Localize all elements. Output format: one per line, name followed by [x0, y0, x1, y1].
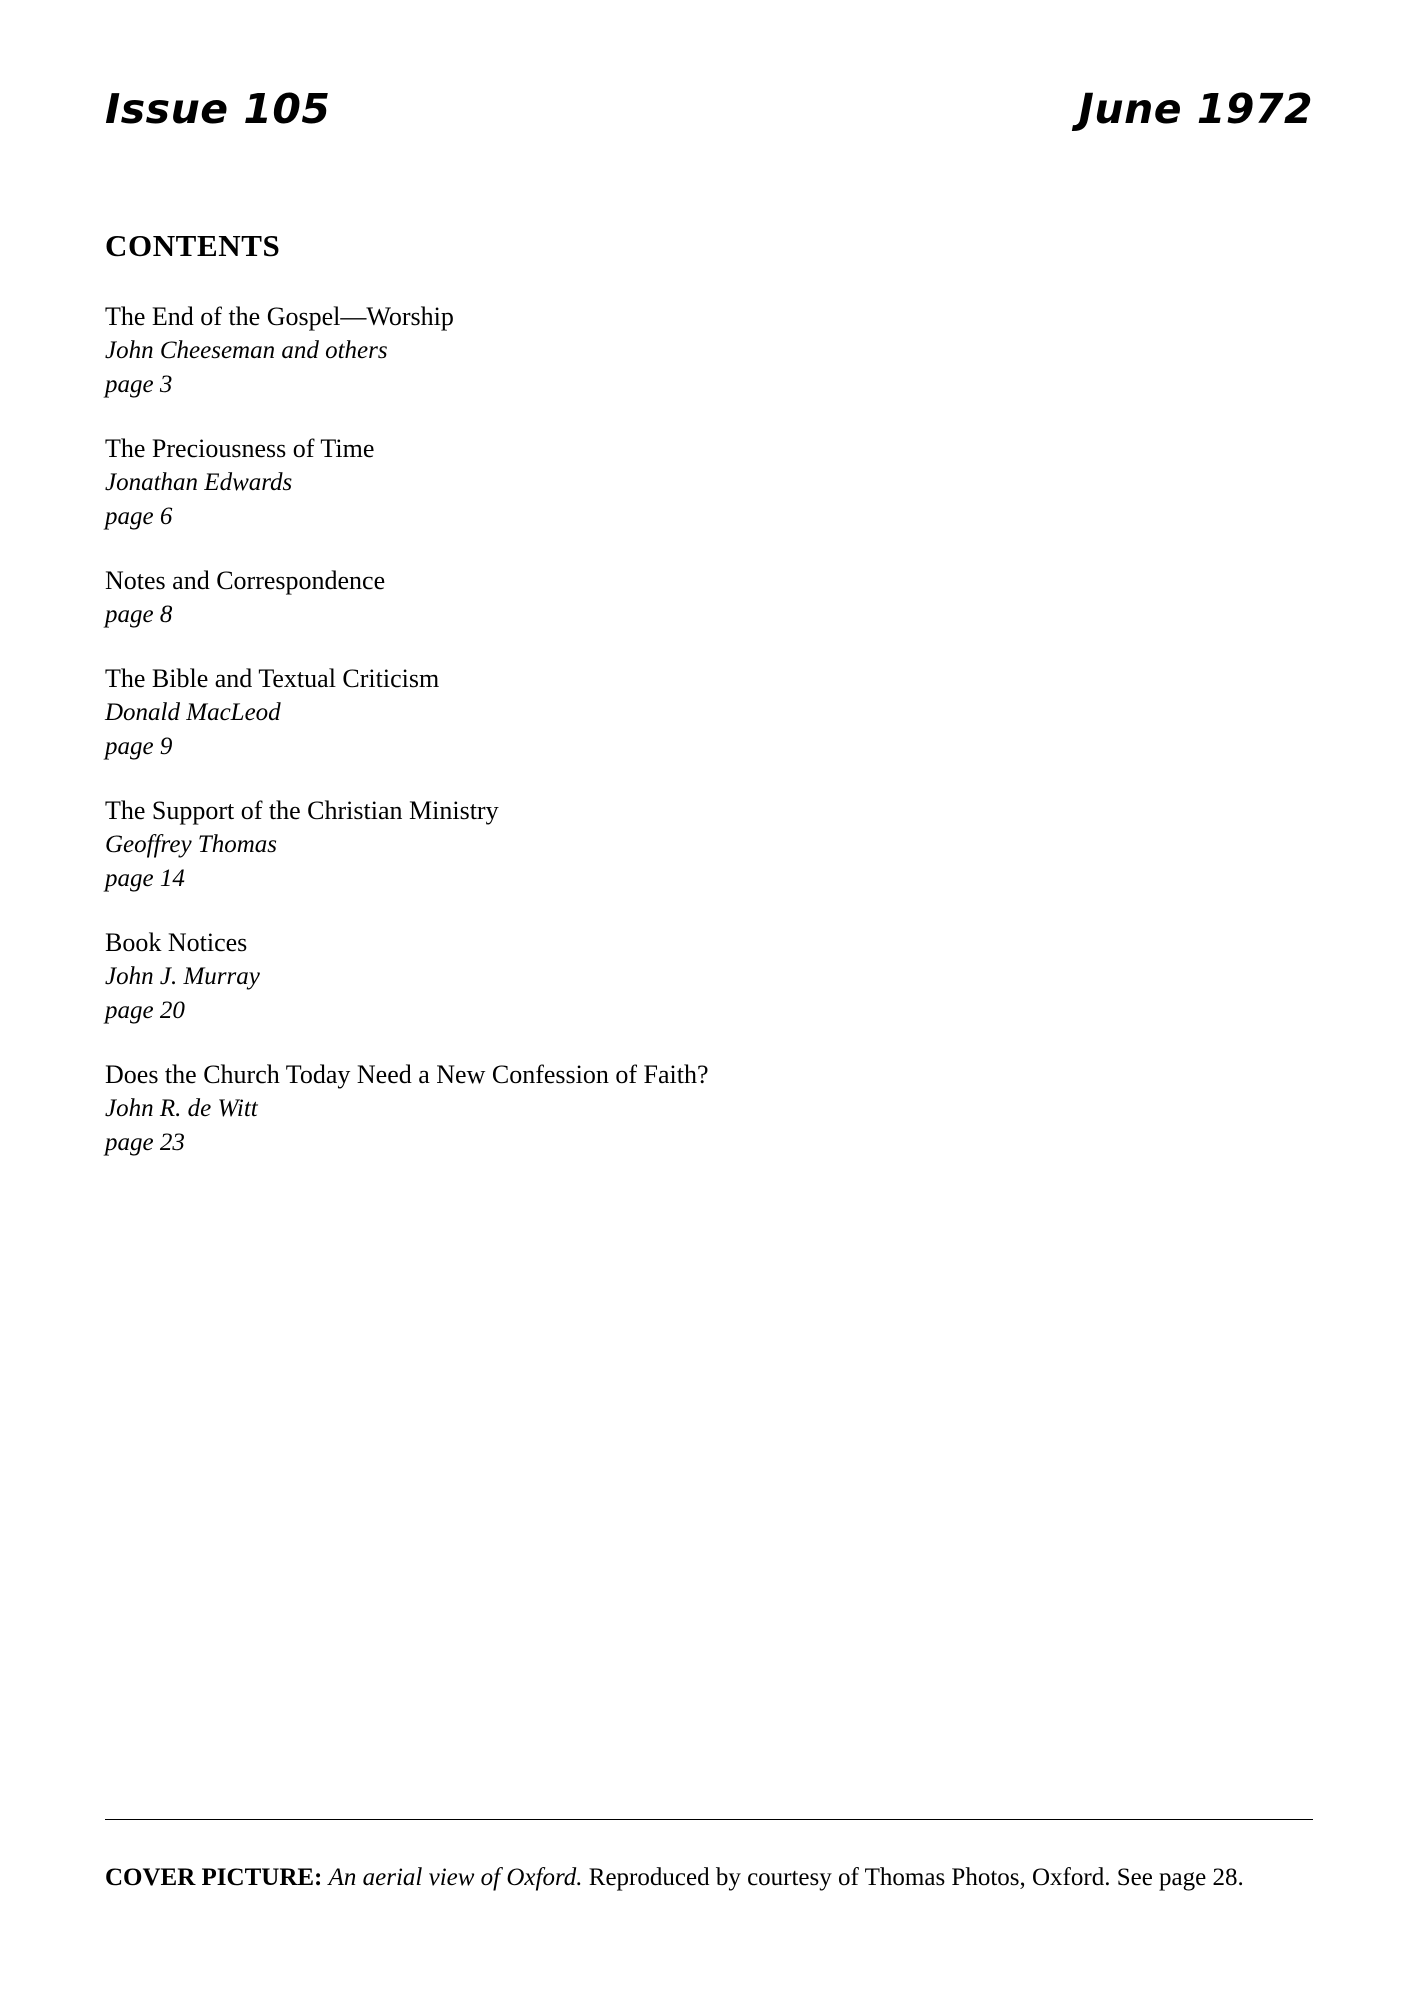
toc-entry-page: page 8	[105, 601, 173, 628]
toc-entry-author: John J. Murray	[105, 963, 260, 990]
page-header	[105, 85, 1313, 133]
toc-entry-title: Notes and Correspondence	[105, 566, 386, 595]
contents-heading: CONTENTS	[105, 228, 281, 263]
cover-picture-note	[105, 1862, 1335, 1894]
toc-entry-author: Jonathan Edwards	[105, 469, 293, 496]
table-of-contents	[105, 300, 1205, 1160]
cover-picture-credit: Reproduced by courtesy of Thomas Photos, Oxford. See page 28.	[588, 1864, 1244, 1891]
toc-entry-author: John Cheeseman and others	[105, 337, 388, 364]
toc-entry-title: Does the Church Today Need a New Confession of Faith?	[105, 1060, 709, 1089]
toc-entry-title: The Support of the Christian Ministry	[105, 796, 499, 825]
toc-entry-page: page 14	[105, 865, 185, 892]
toc-entry-page: page 20	[105, 997, 185, 1024]
toc-entry	[105, 794, 1205, 896]
toc-entry-author: Donald MacLeod	[105, 699, 281, 726]
toc-entry-author: Geoffrey Thomas	[105, 831, 277, 858]
toc-entry-title: The End of the Gospel—Worship	[105, 302, 454, 331]
toc-entry	[105, 662, 1205, 764]
issue-date: June 1972	[1078, 85, 1313, 133]
cover-picture-caption: An aerial view of Oxford.	[328, 1864, 583, 1891]
footer-divider	[105, 1819, 1313, 1820]
issue-number: Issue 105	[105, 85, 331, 133]
cover-picture-label: COVER PICTURE:	[105, 1864, 323, 1891]
toc-entry-page: page 6	[105, 503, 173, 530]
toc-entry-author: John R. de Witt	[105, 1095, 258, 1122]
toc-entry	[105, 926, 1205, 1028]
toc-entry-title: Book Notices	[105, 928, 248, 957]
toc-entry	[105, 300, 1205, 402]
toc-entry	[105, 564, 1205, 632]
toc-entry	[105, 1058, 1205, 1160]
toc-entry-page: page 3	[105, 371, 173, 398]
toc-entry-page: page 23	[105, 1129, 185, 1156]
toc-entry-title: The Preciousness of Time	[105, 434, 375, 463]
toc-entry-page: page 9	[105, 733, 173, 760]
toc-entry-title: The Bible and Textual Criticism	[105, 664, 440, 693]
toc-entry	[105, 432, 1205, 534]
